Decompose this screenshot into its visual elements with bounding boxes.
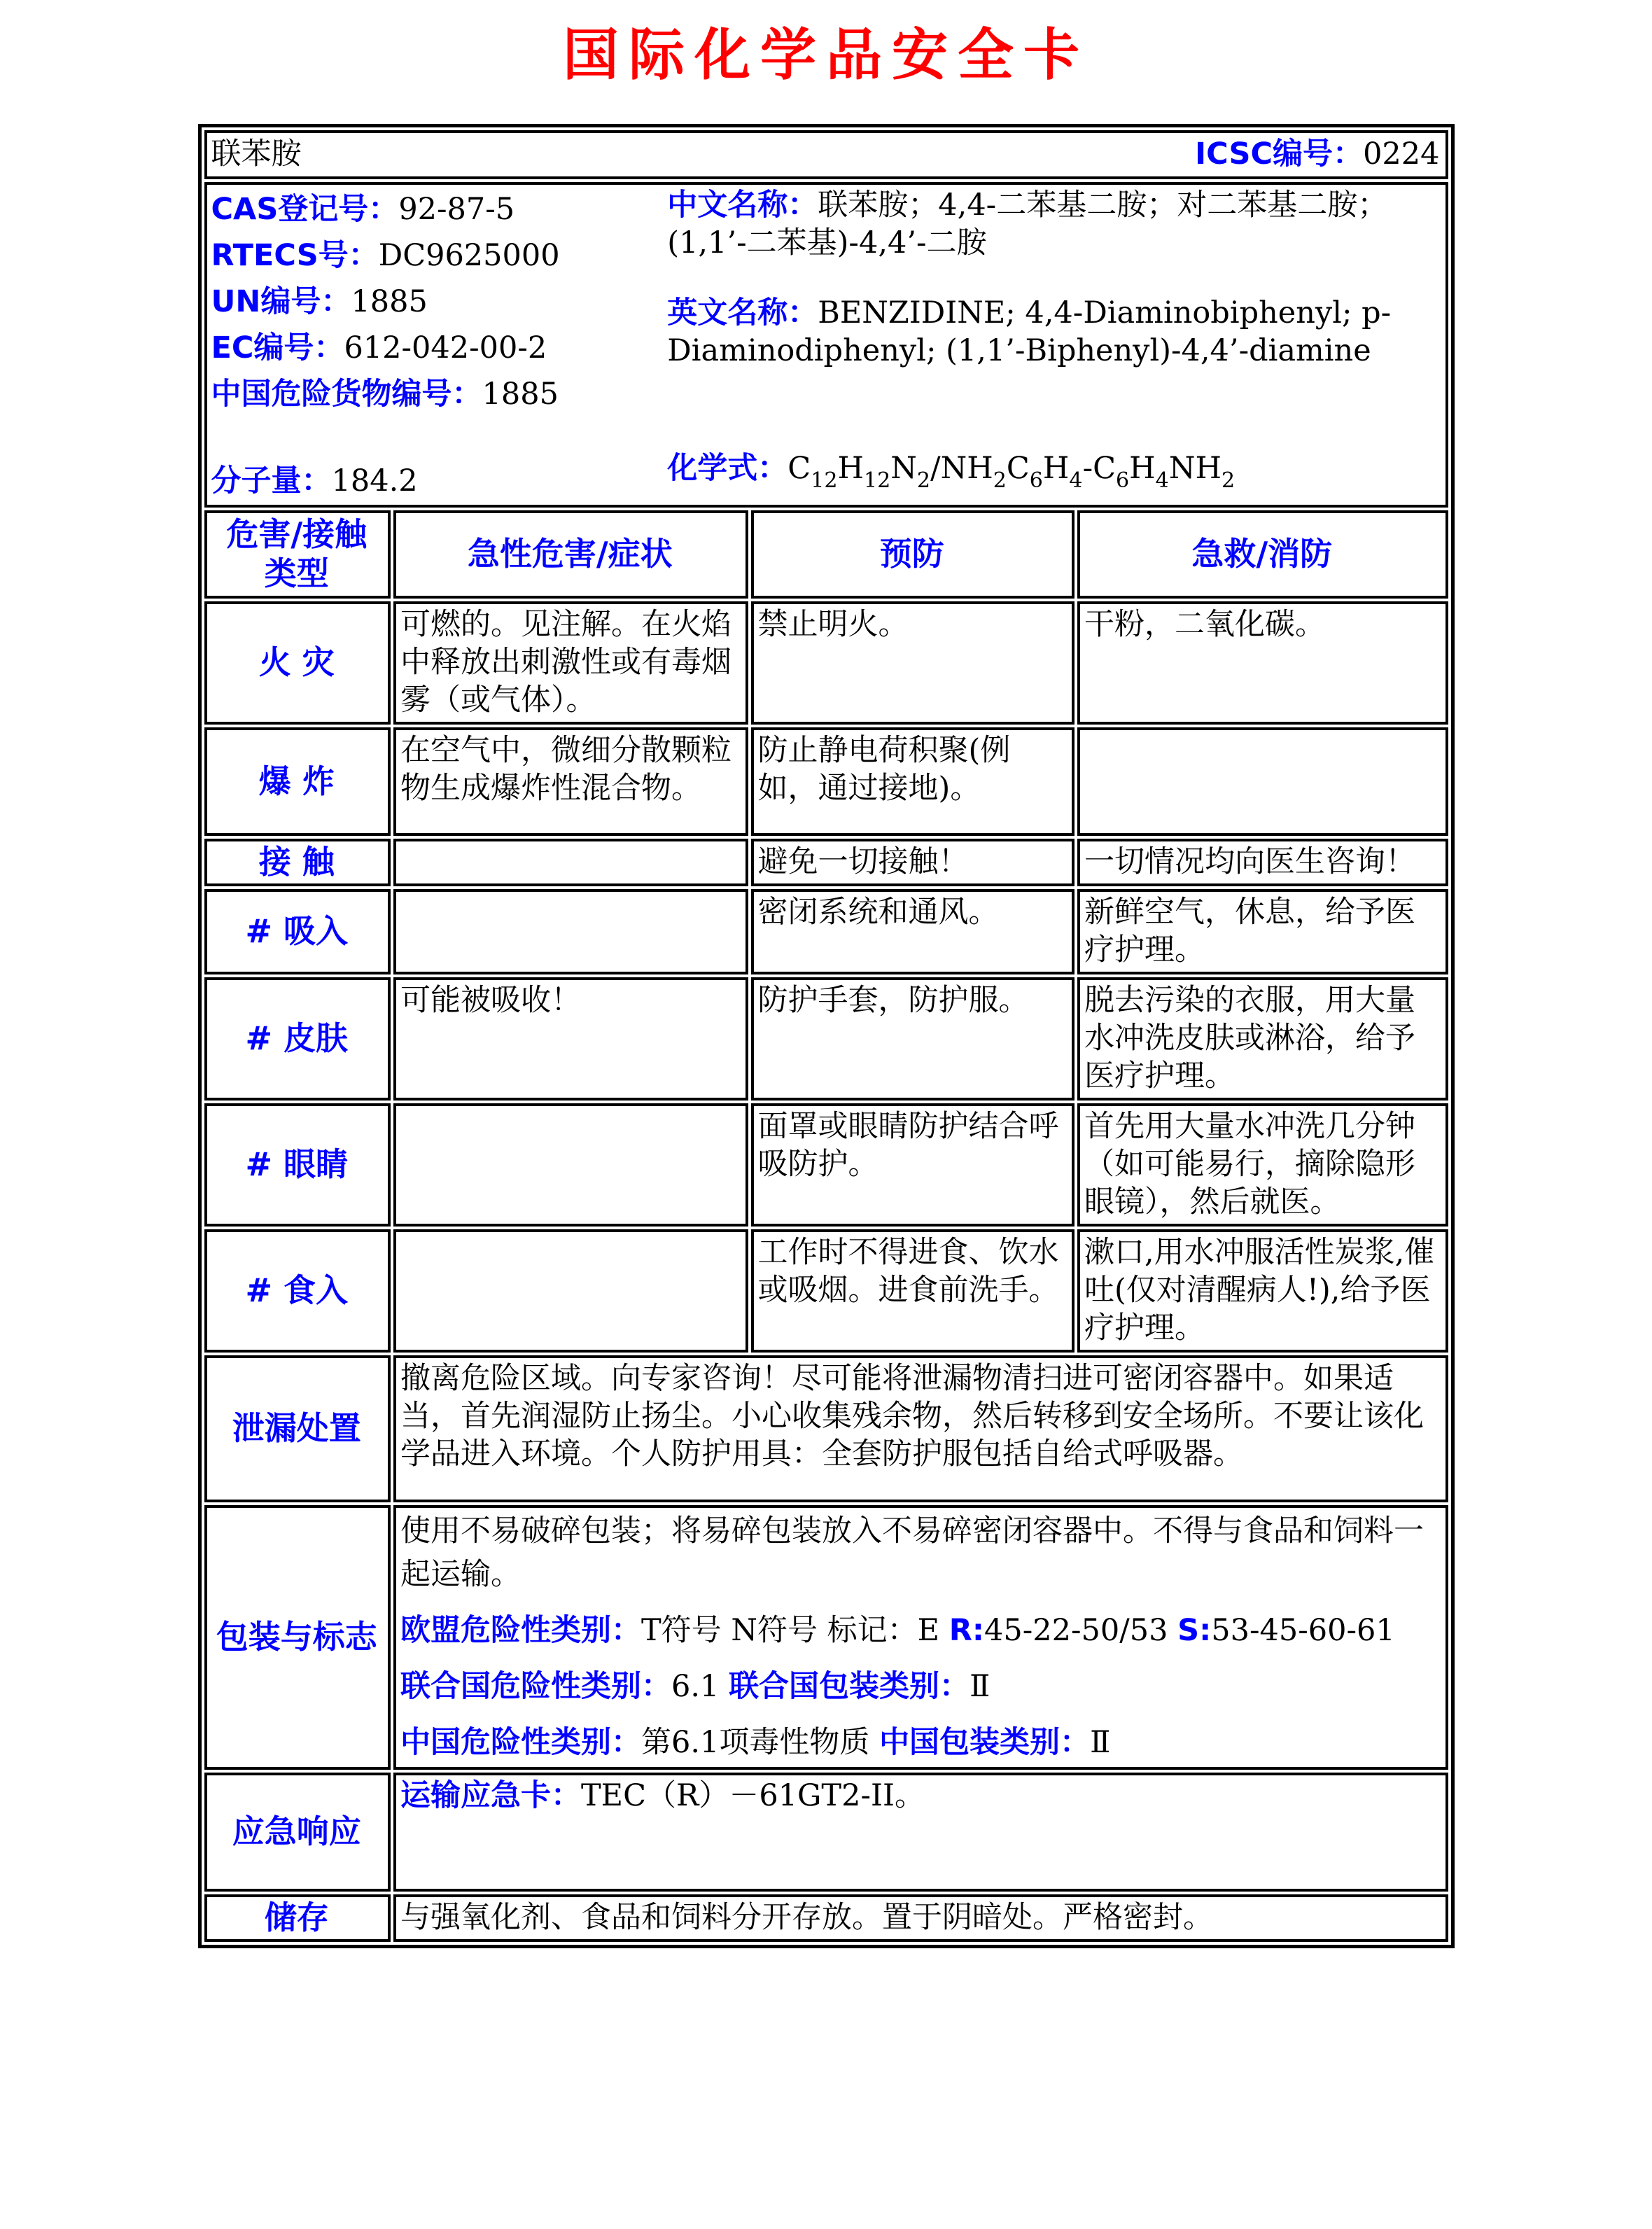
molecular-weight-line: 分子量：184.2	[211, 463, 418, 498]
eu-hazard-class-line: 欧盟危险性类别：T符号 N符号 标记：E R:45-22-50/53 S:53-45-60-61	[400, 1613, 1395, 1648]
emergency-content-cell: 运输应急卡：TEC（R）－61GT2-II。	[393, 1773, 1448, 1892]
column-header-hazard-type: 危害/接触 类型	[204, 510, 391, 599]
packaging-content-cell	[393, 1505, 1448, 1770]
ec-number-line: EC编号：612-042-00-2	[211, 330, 547, 365]
fire-row-label: 火 灾	[204, 601, 391, 725]
ingestion-prevention-cell: 工作时不得进食、饮水或吸烟。进食前洗手。	[751, 1229, 1074, 1353]
contact-response-cell: 一切情况均向医生咨询！	[1077, 839, 1448, 886]
icsc-number-label: ICSC编号：	[1195, 137, 1364, 172]
table-row	[204, 1505, 1448, 1770]
packaging-intro: 使用不易破碎包装；将易碎包装放入不易碎密闭容器中。不得与食品和饲料一起运输。	[400, 1514, 1424, 1592]
table-row	[204, 1103, 1448, 1227]
chemical-formula-line: 化学式：$C_{12}H_{12}N_2/NH_2C_6H_4-C_6H_4NH_2$	[667, 450, 1236, 493]
icsc-number-value: 0224	[1363, 137, 1440, 172]
eyes-row-label: # 眼睛	[204, 1103, 391, 1227]
table-row	[204, 1773, 1448, 1892]
table-row	[204, 1355, 1448, 1502]
column-header-symptoms: 急性危害/症状	[393, 510, 748, 599]
fire-response-cell: 干粉，二氧化碳。	[1077, 601, 1448, 725]
spill-row-label: 泄漏处置	[204, 1355, 391, 1502]
skin-prevention-cell: 防护手套，防护服。	[751, 977, 1074, 1100]
english-name-line: 英文名称：BENZIDINE; 4,4-Diaminobiphenyl; p-Diaminodiphenyl; (1,1’-Biphenyl)-4,4’-diamine	[667, 295, 1392, 368]
eyes-response-cell: 首先用大量水冲洗几分钟（如可能易行，摘除隐形眼镜），然后就医。	[1077, 1103, 1448, 1227]
explosion-symptoms-cell: 在空气中，微细分散颗粒物生成爆炸性混合物。	[393, 727, 748, 836]
chemical-formula: $C_{12}H_{12}N_2/NH_2C_6H_4-C_6H_4NH_2$	[788, 450, 1236, 493]
spill-content-cell: 撤离危险区域。向专家咨询！尽可能将泄漏物清扫进可密闭容器中。如果适当，首先润湿防止扬尘。小心收集残余物，然后转移到安全场所。不要让该化学品进入环境。个人防护用具：全套防护服包括自给式呼吸器。	[393, 1355, 1448, 1502]
column-header-prevention: 预防	[751, 510, 1074, 599]
table-row	[204, 977, 1448, 1100]
identification-names	[667, 186, 1439, 502]
rtecs-number-line: RTECS号：DC9625000	[211, 238, 560, 273]
inhalation-response-cell: 新鲜空气，休息，给予医疗护理。	[1077, 889, 1448, 974]
identification-ids	[211, 186, 654, 502]
packaging-row-label: 包装与标志	[204, 1505, 391, 1770]
table-row	[204, 1229, 1448, 1353]
table-row	[204, 1894, 1448, 1942]
china-hazard-class-line: 中国危险性类别：第6.1项毒性物质 中国包装类别：Ⅱ	[400, 1725, 1111, 1760]
un-hazard-class-line: 联合国危险性类别：6.1 联合国包装类别：Ⅱ	[400, 1669, 990, 1704]
table-row	[204, 601, 1448, 725]
table-row	[204, 727, 1448, 836]
card-header-row	[204, 130, 1448, 179]
inhalation-symptoms-cell	[393, 889, 748, 974]
emergency-row-label: 应急响应	[204, 1773, 391, 1892]
chinese-name-line: 中文名称：联苯胺；4,4-二苯基二胺；对二苯基二胺；(1,1’-二苯基)-4,4’-二胺	[667, 188, 1388, 260]
explosion-row-label: 爆 炸	[204, 727, 391, 836]
column-header-firstaid: 急救/消防	[1077, 510, 1448, 599]
storage-row-label: 储存	[204, 1894, 391, 1942]
ingestion-symptoms-cell	[393, 1229, 748, 1353]
icsc-card-table	[198, 124, 1455, 1948]
substance-name: 联苯胺	[211, 137, 302, 172]
contact-row-label: 接 触	[204, 839, 391, 886]
inhalation-row-label: # 吸入	[204, 889, 391, 974]
un-number-line: UN编号：1885	[211, 284, 428, 319]
fire-prevention-cell: 禁止明火。	[751, 601, 1074, 725]
ingestion-response-cell: 漱口,用水冲服活性炭浆,催吐(仅对清醒病人!),给予医疗护理。	[1077, 1229, 1448, 1353]
identification-section	[204, 182, 1448, 508]
skin-row-label: # 皮肤	[204, 977, 391, 1100]
cas-number-line: CAS登记号：92-87-5	[211, 192, 515, 227]
page-title: 国际化学品安全卡	[563, 22, 1089, 88]
ingestion-row-label: # 食入	[204, 1229, 391, 1353]
explosion-prevention-cell: 防止静电荷积聚(例如，通过接地)。	[751, 727, 1074, 836]
skin-symptoms-cell: 可能被吸收！	[393, 977, 748, 1100]
table-row	[204, 839, 1448, 886]
fire-symptoms-cell: 可燃的。见注解。在火焰中释放出刺激性或有毒烟雾（或气体）。	[393, 601, 748, 725]
eyes-symptoms-cell	[393, 1103, 748, 1227]
contact-symptoms-cell	[393, 839, 748, 886]
inhalation-prevention-cell: 密闭系统和通风。	[751, 889, 1074, 974]
table-row	[204, 889, 1448, 974]
explosion-response-cell	[1077, 727, 1448, 836]
skin-response-cell: 脱去污染的衣服，用大量水冲洗皮肤或淋浴，给予医疗护理。	[1077, 977, 1448, 1100]
china-dg-number-line: 中国危险货物编号：1885	[211, 377, 559, 412]
eyes-prevention-cell: 面罩或眼睛防护结合呼吸防护。	[751, 1103, 1074, 1227]
storage-content-cell: 与强氧化剂、食品和饲料分开存放。置于阴暗处。严格密封。	[393, 1894, 1448, 1942]
contact-prevention-cell: 避免一切接触！	[751, 839, 1074, 886]
icsc-number-field	[1195, 135, 1439, 173]
